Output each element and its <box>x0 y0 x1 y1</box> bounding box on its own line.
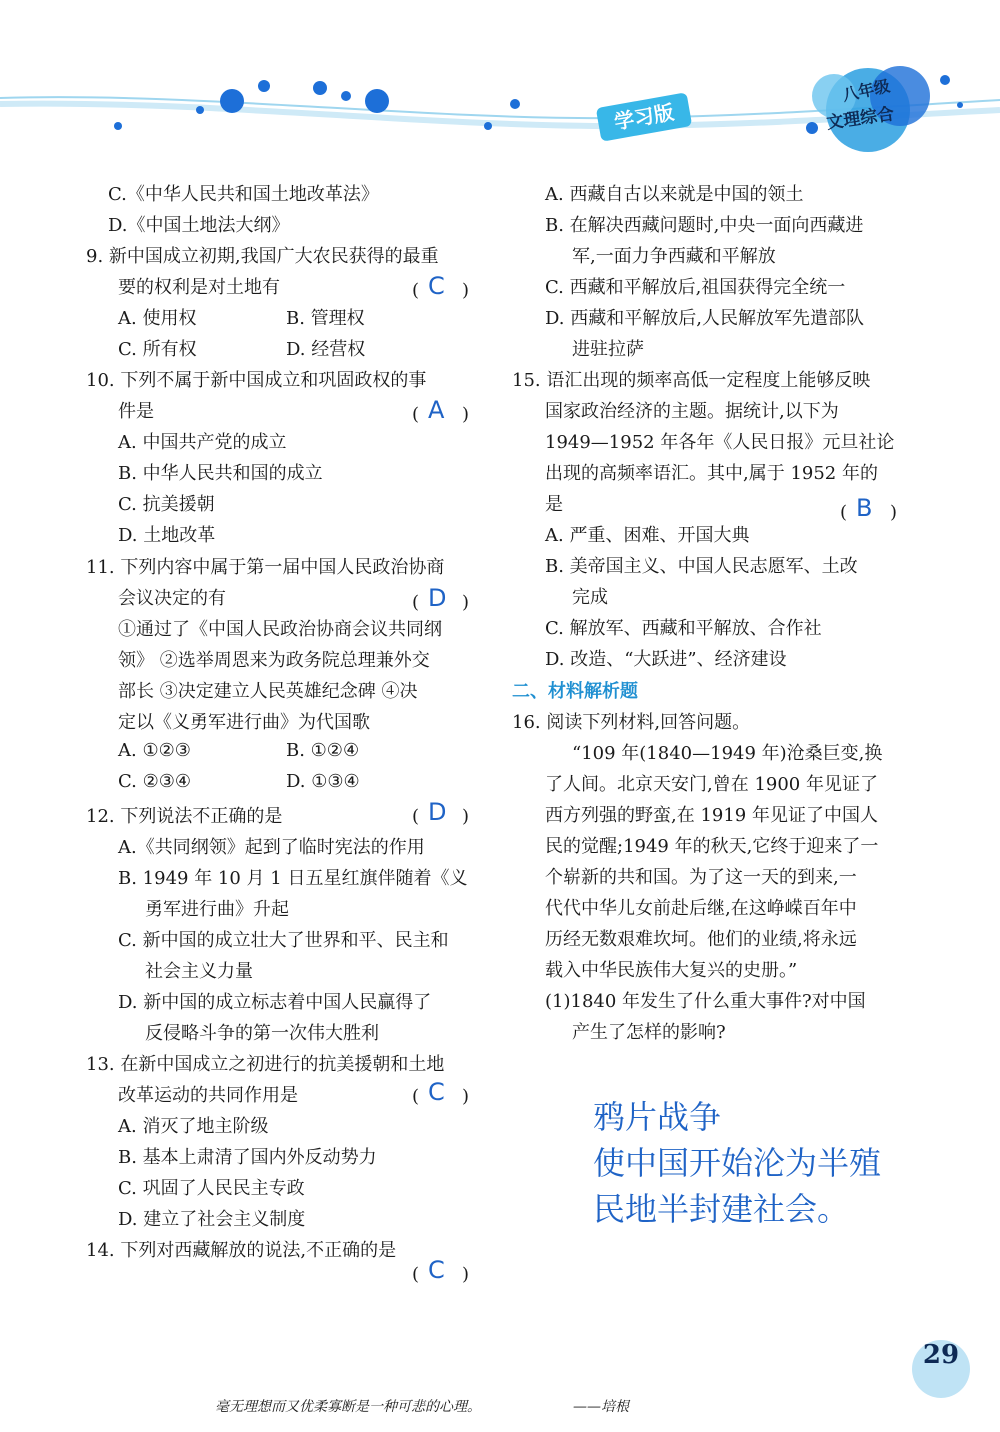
text-line: 出现的高频率语汇。其中,属于 1952 年的 <box>545 463 878 484</box>
text-line: 16. 阅读下列材料,回答问题。 <box>512 712 751 733</box>
page-header <box>0 0 1000 170</box>
text-line: 改革运动的共同作用是 <box>118 1085 298 1106</box>
text-line: D. 改造、“大跃进”、经济建设 <box>545 649 787 670</box>
answer-paren-left: ( <box>412 1264 420 1285</box>
text-line: C. 巩固了人民民主专政 <box>118 1178 305 1199</box>
text-line: C. 新中国的成立壮大了世界和平、民主和 <box>118 930 449 951</box>
text-line: D. 土地改革 <box>118 525 216 546</box>
text-line: D. ①③④ <box>286 771 360 792</box>
text-line: D.《中国土地法大纲》 <box>108 215 290 236</box>
footer-quote: 毫无理想而又优柔寡断是一种可悲的心理。 <box>215 1399 481 1415</box>
text-line: 11. 下列内容中属于第一届中国人民政治协商 <box>86 557 445 578</box>
text-line: 部长 ③决定建立人民英雄纪念碑 ④决 <box>118 681 418 702</box>
text-line: 要的权利是对土地有 <box>118 277 280 298</box>
text-line: 产生了怎样的影响? <box>572 1022 726 1043</box>
answer-paren-right: ) <box>462 592 470 613</box>
text-line: C.《中华人民共和国土地改革法》 <box>108 184 379 205</box>
text-line: D. 新中国的成立标志着中国人民赢得了 <box>118 992 432 1013</box>
answer-paren-right: ) <box>890 502 898 523</box>
answer-paren-left: ( <box>412 592 420 613</box>
answer-paren-left: ( <box>412 1086 420 1107</box>
text-line: 二、材料解析题 <box>512 681 638 702</box>
text-line: B. 美帝国主义、中国人民志愿军、土改 <box>545 556 858 577</box>
text-line: 民的觉醒;1949 年的秋天,它终于迎来了一 <box>545 836 879 857</box>
text-line: 件是 <box>118 401 154 422</box>
answer-paren-left: ( <box>840 502 848 523</box>
subject-label: 文理综合 <box>825 104 896 134</box>
text-line: C. 抗美援朝 <box>118 494 215 515</box>
text-line: B. 中华人民共和国的成立 <box>118 463 323 484</box>
text-line: A. 西藏自古以来就是中国的领土 <box>545 184 804 205</box>
text-line: A. 使用权 <box>118 308 197 329</box>
text-line: 完成 <box>572 587 608 608</box>
text-line: 定以《义勇军进行曲》为代国歌 <box>118 712 370 733</box>
text-line: 代代中华儿女前赴后继,在这峥嵘百年中 <box>545 898 857 919</box>
text-line: D. 经营权 <box>286 339 366 360</box>
text-line: B. 在解决西藏问题时,中央一面向西藏进 <box>545 215 864 236</box>
text-line: 军,一面力争西藏和平解放 <box>572 246 776 267</box>
text-line: 历经无数艰难坎坷。他们的业绩,将永远 <box>545 929 857 950</box>
answer-paren-left: ( <box>412 280 420 301</box>
text-line: B. 基本上肃清了国内外反动势力 <box>118 1147 377 1168</box>
text-line: “109 年(1840—1949 年)沧桑巨变,换 <box>572 743 883 764</box>
text-line: A. 严重、困难、开国大典 <box>545 525 750 546</box>
grade-label: 八年级 <box>840 76 892 105</box>
text-line: 社会主义力量 <box>145 961 253 982</box>
text-line: 个崭新的共和国。为了这一天的到来,一 <box>545 867 857 888</box>
handwritten-answer-line: 使中国开始沦为半殖 <box>593 1144 882 1182</box>
text-line: ①通过了《中国人民政治协商会议共同纲 <box>118 619 442 640</box>
text-line: 勇军进行曲》升起 <box>145 899 289 920</box>
handwritten-answer-line: 民地半封建社会。 <box>593 1190 850 1228</box>
text-line: B. ①②④ <box>286 740 360 761</box>
study-edition-badge: 学习版 <box>596 92 693 141</box>
text-line: 会议决定的有 <box>118 588 226 609</box>
text-line: 国家政治经济的主题。据统计,以下为 <box>545 401 839 422</box>
text-line: 载入中华民族伟大复兴的史册。” <box>545 960 798 981</box>
text-line: 了人间。北京天安门,曾在 1900 年见证了 <box>545 774 878 795</box>
text-line: 13. 在新中国成立之初进行的抗美援朝和土地 <box>86 1054 445 1075</box>
text-line: C. 西藏和平解放后,祖国获得完全统一 <box>545 277 846 298</box>
text-line: C. 所有权 <box>118 339 197 360</box>
answer-paren-left: ( <box>412 404 420 425</box>
answer-paren-right: ) <box>462 1086 470 1107</box>
text-line: 14. 下列对西藏解放的说法,不正确的是 <box>86 1240 397 1261</box>
answer-paren-right: ) <box>462 806 470 827</box>
page-number: 29 <box>912 1340 970 1398</box>
text-line: 进驻拉萨 <box>572 339 644 360</box>
text-line: 西方列强的野蛮,在 1919 年见证了中国人 <box>545 805 878 826</box>
text-line: 是 <box>545 494 563 515</box>
text-line: 领》 ②选举周恩来为政务院总理兼外交 <box>118 650 430 671</box>
text-line: A.《共同纲领》起到了临时宪法的作用 <box>118 837 425 858</box>
answer-paren-right: ) <box>462 280 470 301</box>
text-line: A. 中国共产党的成立 <box>118 432 287 453</box>
text-line: 反侵略斗争的第一次伟大胜利 <box>145 1023 379 1044</box>
text-line: D. 建立了社会主义制度 <box>118 1209 306 1230</box>
text-line: 9. 新中国成立初期,我国广大农民获得的最重 <box>86 246 439 267</box>
answer-q12: D <box>428 798 447 826</box>
handwritten-answer-line: 鸦片战争 <box>593 1098 722 1136</box>
text-line: 1949—1952 年各年《人民日报》元旦社论 <box>545 432 895 453</box>
text-line: C. 解放军、西藏和平解放、合作社 <box>545 618 822 639</box>
footer-author: ——培根 <box>573 1399 629 1415</box>
text-line: B. 1949 年 10 月 1 日五星红旗伴随着《义 <box>118 868 468 889</box>
answer-q9: C <box>428 272 445 300</box>
answer-q11: D <box>428 584 447 612</box>
answer-q14: C <box>428 1256 445 1284</box>
answer-q13: C <box>428 1078 445 1106</box>
answer-paren-right: ) <box>462 404 470 425</box>
text-line: A. ①②③ <box>118 740 191 761</box>
text-line: C. ②③④ <box>118 771 191 792</box>
text-line: 12. 下列说法不正确的是 <box>86 806 283 827</box>
text-line: (1)1840 年发生了什么重大事件?对中国 <box>545 991 866 1012</box>
answer-q15: B <box>856 494 873 522</box>
text-line: B. 管理权 <box>286 308 365 329</box>
text-line: A. 消灭了地主阶级 <box>118 1116 269 1137</box>
text-line: D. 西藏和平解放后,人民解放军先遣部队 <box>545 308 864 329</box>
answer-q10: A <box>428 396 445 424</box>
text-line: 15. 语汇出现的频率高低一定程度上能够反映 <box>512 370 871 391</box>
answer-paren-left: ( <box>412 806 420 827</box>
answer-paren-right: ) <box>462 1264 470 1285</box>
text-line: 10. 下列不属于新中国成立和巩固政权的事 <box>86 370 427 391</box>
